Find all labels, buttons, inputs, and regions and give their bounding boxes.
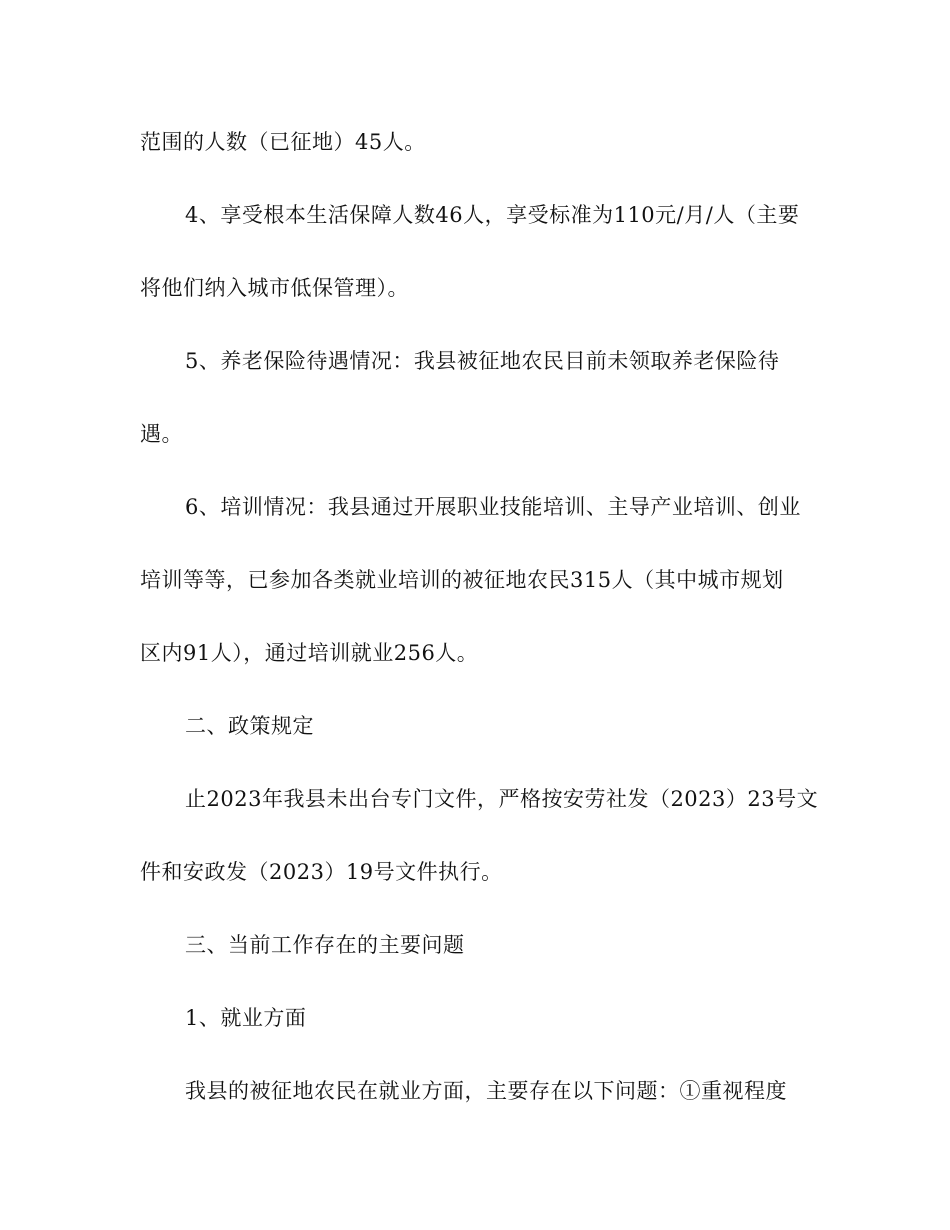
document-body xyxy=(140,122,819,1144)
section-heading: 三、当前工作存在的主要问题 xyxy=(185,933,465,957)
paragraph-line: 件和安政发（2023）19号文件执行。 xyxy=(140,860,503,884)
paragraph-line: 区内91人），通过培训就业256人。 xyxy=(140,641,479,665)
paragraph-line: 范围的人数（已征地）45人。 xyxy=(140,130,426,154)
paragraph-line: 我县的被征地农民在就业方面，主要存在以下问题：①重视程度 xyxy=(185,1079,787,1103)
paragraph-line: 6、培训情况：我县通过开展职业技能培训、主导产业培训、创业 xyxy=(185,495,801,519)
paragraph-line: 止2023年我县未出台专门文件，严格按安劳社发（2023）23号文 xyxy=(185,787,819,811)
paragraph-line: 4、享受根本生活保障人数46人，享受标准为110元/月/人（主要 xyxy=(185,203,800,227)
paragraph-line: 培训等等，已参加各类就业培训的被征地农民315人（其中城市规划 xyxy=(140,568,784,592)
paragraph-line: 遇。 xyxy=(140,422,183,446)
subsection-heading: 1、就业方面 xyxy=(185,1006,307,1030)
paragraph-line: 5、养老保险待遇情况：我县被征地农民目前未领取养老保险待 xyxy=(185,349,780,373)
paragraph-line: 将他们纳入城市低保管理）。 xyxy=(140,276,409,300)
section-heading: 二、政策规定 xyxy=(185,714,314,738)
